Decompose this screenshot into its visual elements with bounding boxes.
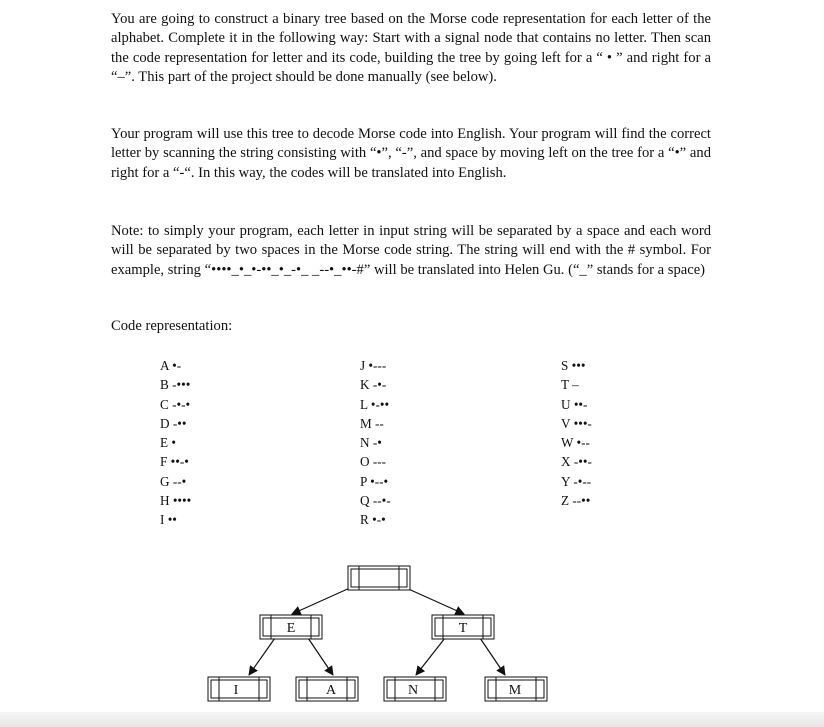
- tree-edge-t-n: [416, 638, 445, 675]
- tree-edge-t-m: [480, 638, 505, 675]
- morse-code-entry: P •--•: [360, 473, 389, 489]
- morse-code-entry: W •--: [561, 435, 590, 451]
- tree-node-root: [348, 566, 410, 590]
- tree-edge-e-a: [308, 638, 333, 675]
- morse-code-entry: Y -•--: [561, 473, 592, 489]
- morse-code-entry: C -•-•: [160, 396, 191, 412]
- morse-code-entry: J •---: [360, 358, 387, 373]
- morse-code-entry: D -••: [160, 415, 187, 431]
- morse-code-entry: E •: [160, 435, 176, 451]
- code-representation-heading: Code representation:: [111, 318, 233, 334]
- morse-code-entry: A •-: [160, 358, 182, 373]
- tree-node-t-label: T: [458, 621, 468, 636]
- intro-paragraph: You are going to construct a binary tree based on the Morse code representation for each letter of the alphabet. Complete it in the following way: Start with a signal node that contains no letter. Then scan the code representation for letter and its code, building the tree by going left for a “ • ” and right for a “–”. This part of the project should be done manually (see below).: [111, 11, 711, 86]
- morse-code-entry: U ••-: [561, 396, 588, 412]
- morse-code-entry: M --: [360, 415, 384, 431]
- morse-code-entry: S •••: [561, 358, 586, 373]
- tree-node-i: [208, 677, 270, 701]
- morse-code-entry: V •••-: [561, 415, 592, 431]
- page-bottom-edge: [0, 712, 824, 727]
- morse-code-entry: O ---: [360, 454, 386, 470]
- tree-edge-e-i: [249, 638, 275, 675]
- morse-code-entry: K -•-: [360, 377, 387, 393]
- tree-node-e-label: E: [286, 621, 296, 636]
- morse-code-entry: F ••-•: [160, 454, 189, 470]
- morse-code-entry: X -••-: [561, 454, 592, 470]
- morse-code-entry: G --•: [160, 473, 187, 489]
- tree-node-n-label: N: [407, 683, 419, 698]
- tree-node-a-label: A: [325, 683, 337, 698]
- morse-code-entry: L •-••: [360, 396, 390, 412]
- tree-node-i-label: I: [233, 683, 239, 698]
- morse-code-entry: T –: [561, 377, 579, 393]
- morse-code-entry: I ••: [160, 512, 177, 528]
- morse-code-entry: N -•: [360, 435, 382, 451]
- morse-code-entry: R •-•: [360, 512, 386, 528]
- morse-code-entry: Q --•-: [360, 493, 391, 509]
- tree-node-m-label: M: [508, 683, 522, 698]
- decode-paragraph: Your program will use this tree to decode Morse code into English. Your program will find the correct letter by scanning the string consisting with “•”, “-”, and space by moving left on the tree for a “•” and right for a “-“. In this way, the codes will be translated into English.: [111, 126, 711, 181]
- note-paragraph: Note: to simply your program, each letter in input string will be separated by a space and each word will be separated by two spaces in the Morse code string. The string will end with the # symbol. For example, string “••••_•_•-••_•_-•_ _--•_••-#” will be translated into Helen Gu. (“_” stands for a space): [111, 223, 711, 278]
- morse-code-entry: Z --••: [561, 493, 591, 509]
- morse-code-entry: H ••••: [160, 493, 192, 509]
- morse-code-entry: B -•••: [160, 377, 191, 393]
